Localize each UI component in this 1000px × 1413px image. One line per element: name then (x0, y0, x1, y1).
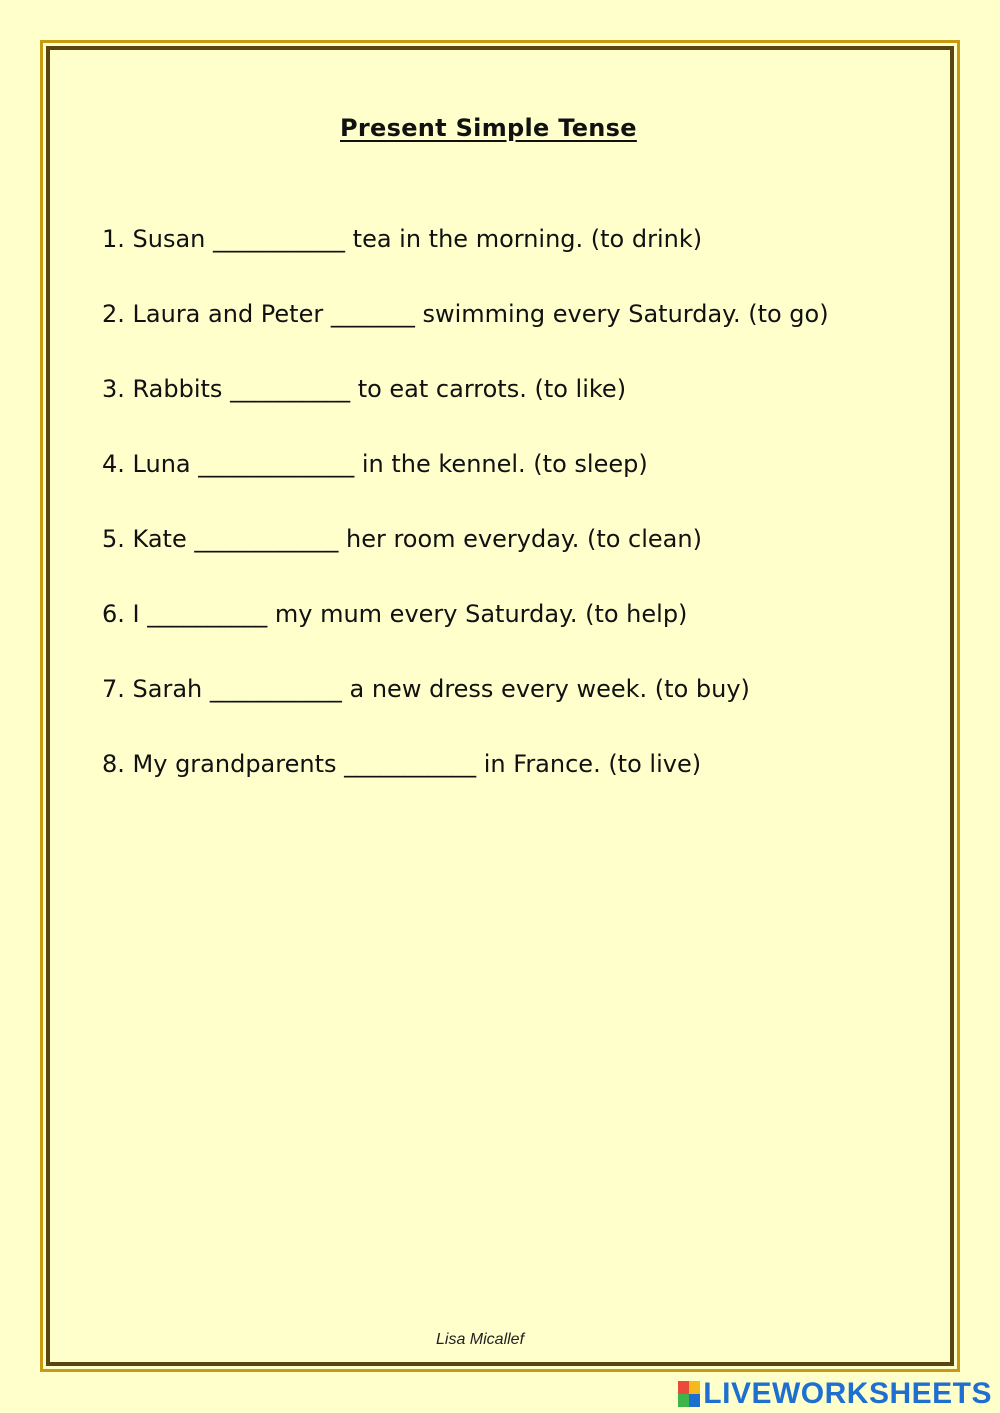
question-item: 1. Susan ___________ tea in the morning. (to drink) (102, 225, 703, 253)
question-item: 4. Luna _____________ in the kennel. (to sleep) (102, 450, 648, 478)
logo-square-yellow (689, 1381, 700, 1394)
question-list (102, 222, 829, 822)
logo-square-blue (689, 1394, 700, 1407)
question-item: 8. My grandparents ___________ in France. (to live) (102, 750, 702, 778)
liveworksheets-logo-icon (678, 1381, 700, 1407)
question-item: 6. I __________ my mum every Saturday. (to help) (102, 600, 688, 628)
question-item: 5. Kate ____________ her room everyday. (to clean) (102, 525, 702, 553)
brand-text: LIVEWORKSHEETS (703, 1377, 992, 1410)
question-item: 2. Laura and Peter _______ swimming every Saturday. (to go) (102, 300, 829, 328)
author-credit: Lisa Micallef (435, 1331, 525, 1348)
question-item: 7. Sarah ___________ a new dress every week. (to buy) (102, 675, 750, 703)
worksheet-title: Present Simple Tense (340, 114, 637, 142)
logo-square-red (678, 1381, 689, 1394)
liveworksheets-brand[interactable] (678, 1376, 992, 1412)
logo-square-green (678, 1394, 689, 1407)
question-item: 3. Rabbits __________ to eat carrots. (to like) (102, 375, 627, 403)
